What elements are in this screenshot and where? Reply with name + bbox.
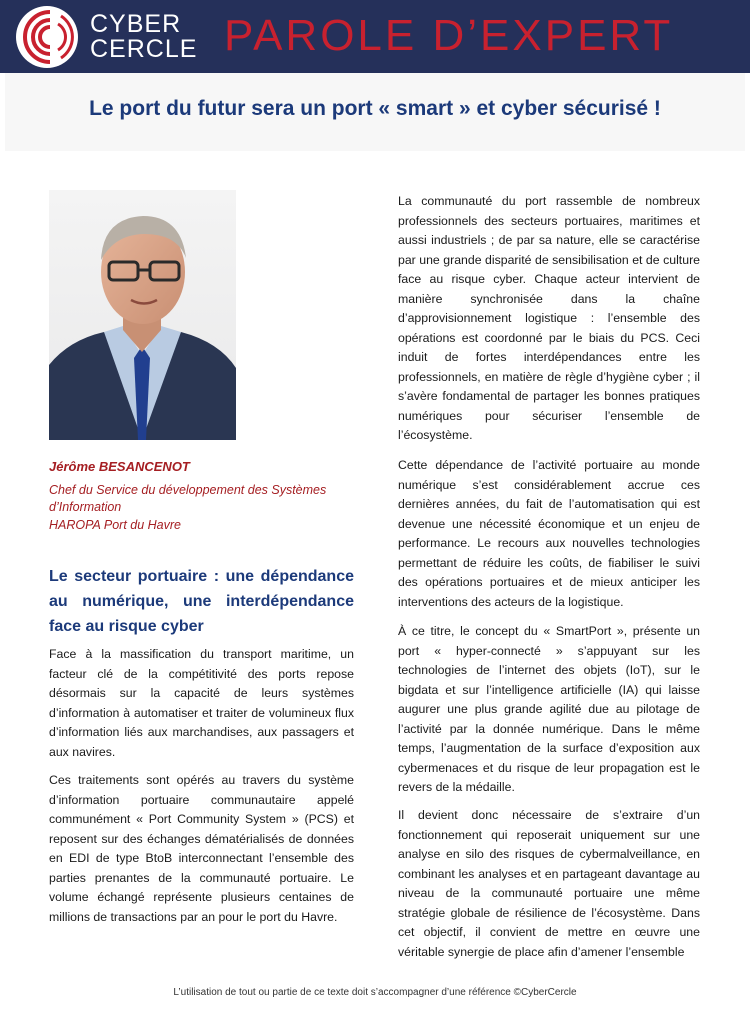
right-paragraph-1: La communauté du port rassemble de nombreux professionnels des secteurs portuaires, maritimes et aussi industriels ; de par sa nature, elle se caractérise par une grande disparité de sensibilisation et de culture face au risque cyber. Chaque acteur intervient de manière synchronisée dans la chaîne d’approvisionnement logistique : l’ensemble des opérations est coordonné par le biais du PCS. Ceci induit de fortes interdépendances entre les professionnels, en matière de règle d’hygiène cyber ; il s’avère fondamental de partager les bonnes pratiques numériques pour sécuriser l’ensemble de l’écosystème. <box>398 194 700 442</box>
author-portrait <box>49 190 236 440</box>
right-paragraph-2: Cette dépendance de l’activité portuaire au monde numérique s’est considérablement accrue ces dernières années, du fait de l’automatisation qui est devenue une nécessité économique et un enjeu de performance. Le recours aux nouvelles technologies permettant de réduire les coûts, de fiabiliser le suivi des opérations portuaires et de mieux anticiper les interventions des acteurs de la logistique. <box>398 458 700 609</box>
author-organization: HAROPA Port du Havre <box>49 518 181 532</box>
left-paragraph-2: Ces traitements sont opérés au travers du système d’information portuaire communautaire appelé communément « Port Community System » (PCS) et reposent sur des échanges dématérialisés de données en EDI de type BtoB interconnectant l’ensemble des parties prenantes de la communauté portuaire. Le volume échangé représente plusieurs centaines de millions de transactions par an pour le port du Havre. <box>49 773 354 924</box>
footer-notice: L’utilisation de tout ou partie de ce texte doit s’accompagner d’une référence ©CyberCercle <box>173 987 577 998</box>
brand-line-1: CYBER <box>90 10 182 38</box>
left-paragraph-1: Face à la massification du transport maritime, un facteur clé de la compétitivité des ports repose désormais sur la capacité de leurs systèmes d’information à automatiser et traiter de volumineux flux d’information liés aux marchandises, aux passagers et aux navires. <box>49 647 354 759</box>
section-heading: Le secteur portuaire : une dépendance au numérique, une interdépendance face au risque cyber <box>49 568 354 635</box>
page-header <box>0 0 750 73</box>
author-role-line-1: Chef du Service du développement des Systèmes <box>49 483 327 497</box>
cybercercle-logo-icon <box>14 4 80 70</box>
author-name: Jérôme BESANCENOT <box>49 459 190 474</box>
author-role-line-2: d’Information <box>49 500 122 514</box>
author-photo-icon <box>49 190 236 440</box>
article-headline: Le port du futur sera un port « smart » et cyber sécurisé ! <box>89 97 661 120</box>
right-paragraph-4: Il devient donc nécessaire de s’extraire d’un fonctionnement qui reposerait uniquement sur une analyse en silo des risques de cybermalveillance, en combinant les analyses et en partageant davantage au niveau de la communauté portuaire une même stratégie globale de résilience de l’écosystème. Dans cet objectif, il convient de mettre en œuvre une véritable synergie de place afin d’amener l’ensemble <box>398 808 700 959</box>
brand-line-2: CERCLE <box>90 35 198 63</box>
banner-title: PAROLE D’EXPERT <box>224 11 674 60</box>
headline-box <box>5 73 745 151</box>
right-paragraph-3: À ce titre, le concept du « SmartPort », présente un port « hyper-connecté » s’appuyant sur les technologies de l’internet des objets (IoT), sur le bigdata et sur l’intelligence artificielle (IA) qui laisse augurer une plus grande agilité due au pilotage de l’activité par la donnée numérique. Dans le même temps, l’augmentation de la surface d’exposition aux cybermenaces et du risque de leur propagation est le revers de la médaille. <box>398 624 700 794</box>
